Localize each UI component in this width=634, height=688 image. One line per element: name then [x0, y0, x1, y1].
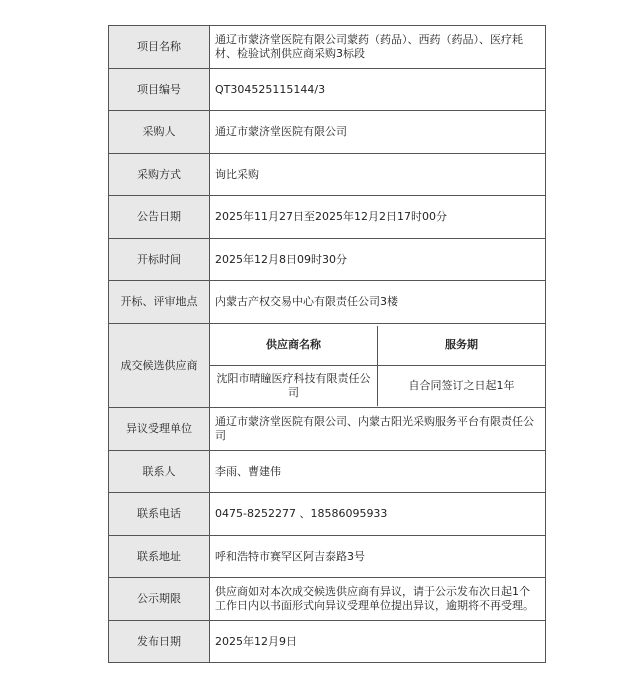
- row-label: 项目名称: [109, 26, 210, 69]
- table-row: [109, 26, 546, 69]
- row-value: 通辽市蒙济堂医院有限公司: [210, 111, 546, 154]
- table-row: [109, 154, 546, 196]
- row-value: 2025年12月8日09时30分: [210, 239, 546, 281]
- row-label: 开标、评审地点: [109, 281, 210, 324]
- table-row: [109, 621, 546, 663]
- table-row: [109, 536, 546, 578]
- table-row: [109, 111, 546, 154]
- row-value: 通辽市蒙济堂医院有限公司蒙药（药品）、西药（药品）、医疗耗材、检验试剂供应商采购3标段: [210, 26, 546, 69]
- row-value: 2025年12月9日: [210, 621, 546, 663]
- table-row: [109, 69, 546, 111]
- row-label: 公告日期: [109, 196, 210, 239]
- table-row: [109, 196, 546, 239]
- row-label: 公示期限: [109, 578, 210, 621]
- row-label: 异议受理单位: [109, 408, 210, 451]
- table-row: [109, 408, 546, 451]
- row-value: 0475-8252277 、18586095933: [210, 493, 546, 536]
- row-value: QT304525115144/3: [210, 69, 546, 111]
- row-value: 内蒙古产权交易中心有限责任公司3楼: [210, 281, 546, 324]
- service-period-header: 服务期: [378, 326, 546, 366]
- supplier-cell: [210, 324, 546, 408]
- row-label: 开标时间: [109, 239, 210, 281]
- row-value: 呼和浩特市赛罕区阿吉泰路3号: [210, 536, 546, 578]
- row-label: 联系地址: [109, 536, 210, 578]
- table-row: [109, 493, 546, 536]
- service-period: 自合同签订之日起1年: [378, 365, 546, 406]
- table-row: [109, 451, 546, 493]
- row-label: 联系人: [109, 451, 210, 493]
- row-value: 通辽市蒙济堂医院有限公司、内蒙古阳光采购服务平台有限责任公司: [210, 408, 546, 451]
- row-label: 发布日期: [109, 621, 210, 663]
- row-value: 供应商如对本次成交候选供应商有异议，请于公示发布次日起1个工作日内以书面形式向异议受理单位提出异议，逾期将不再受理。: [210, 578, 546, 621]
- supplier-name: 沈阳市晴瞳医疗科技有限责任公司: [210, 365, 378, 406]
- supplier-name-header: 供应商名称: [210, 326, 378, 366]
- row-value: 李雨、曹建伟: [210, 451, 546, 493]
- row-value: 2025年11月27日至2025年12月2日17时00分: [210, 196, 546, 239]
- supplier-table: [210, 326, 545, 406]
- row-label: 联系电话: [109, 493, 210, 536]
- row-label: 项目编号: [109, 69, 210, 111]
- table-row: [109, 239, 546, 281]
- table-row: [109, 281, 546, 324]
- table-row: [109, 578, 546, 621]
- row-value: 询比采购: [210, 154, 546, 196]
- supplier-label: 成交候选供应商: [109, 324, 210, 408]
- supplier-row: [109, 324, 546, 408]
- row-label: 采购方式: [109, 154, 210, 196]
- announcement-table: [108, 25, 546, 663]
- row-label: 采购人: [109, 111, 210, 154]
